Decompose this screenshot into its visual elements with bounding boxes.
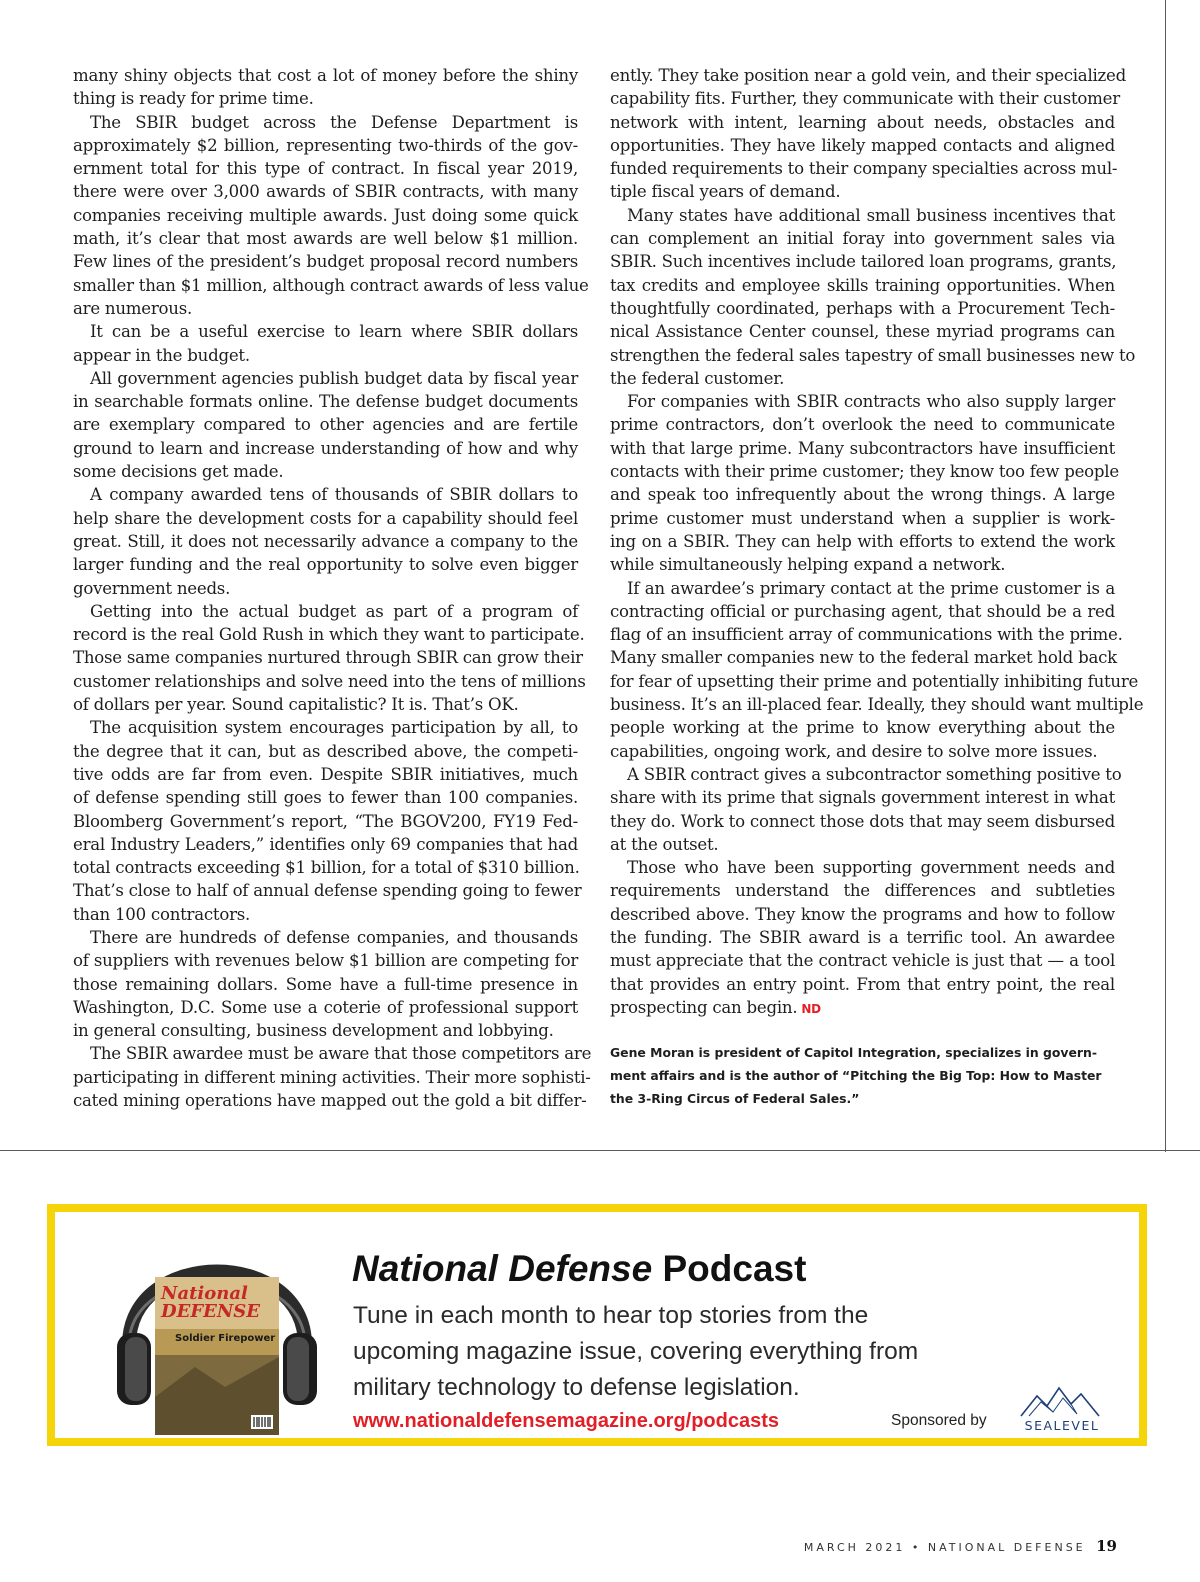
cover-title-1: National [161,1283,248,1304]
line-text: companies receiving multiple awards. Just doing some quick [73,205,578,225]
ad-title [352,1248,806,1290]
line-text: tive odds are far from even. Despite SBIR initiatives, much [73,764,578,784]
body-text-line [610,740,1115,763]
line-text: contracting official or purchasing agent, that should be a red [610,601,1115,621]
body-text-line [73,833,578,856]
article-column-right [610,64,1144,1019]
line-text: in searchable formats online. The defense budget documents [73,392,578,412]
line-text: business. It’s an ill-placed fear. Ideally, they should want multiple [610,695,1144,715]
body-text-line [610,344,1136,367]
line-text: For companies with SBIR contracts who also supply larger [627,392,1115,412]
podcast-advertisement[interactable] [47,1204,1147,1446]
line-text: All government agencies publish budget data by fiscal year [90,368,578,388]
sponsor-name: SEALEVEL [1024,1418,1100,1433]
body-text-line [73,949,578,972]
line-text: appear in the budget. [73,345,250,365]
body-text-line [73,600,578,623]
body-text-line [610,204,1115,227]
body-text-line [610,786,1115,809]
line-text: flag of an insufficient array of communications with the prime. [610,625,1123,645]
end-mark: ND [801,1001,821,1016]
body-text-line [610,973,1115,996]
body-text-line [610,903,1115,926]
article-column-left [73,64,592,1112]
body-text-line [610,390,1115,413]
body-text-line [610,367,1115,390]
body-text-line [610,250,1115,273]
line-text: ently. They take position near a gold vein, and their specialized [610,66,1126,85]
line-text: It can be a useful exercise to learn where SBIR dollars [90,322,578,342]
ad-body [353,1298,1053,1406]
body-text-line [73,973,578,996]
body-text-line [73,1042,592,1065]
body-text-line [73,134,578,157]
body-text-line [73,507,578,530]
body-text-line [610,87,1120,110]
ad-divider-rule [0,1150,1200,1151]
line-text: Those who have been supporting government needs and [627,858,1115,878]
body-text-line [610,926,1115,949]
podcast-url-link[interactable]: www.nationaldefensemagazine.org/podcasts [353,1410,780,1432]
cover-headline: Soldier Firepower [175,1333,276,1344]
body-text-line [73,577,578,600]
line-text: A SBIR contract gives a subcontractor something positive to [627,764,1122,784]
body-text-line [73,763,578,786]
line-text: strengthen the federal sales tapestry of small businesses new to [610,345,1136,365]
line-text: described above. They know the programs and how to follow [610,904,1115,924]
line-text: There are hundreds of defense companies, and thousands [90,927,578,947]
line-text: The acquisition system encourages participation by all, to [90,718,578,738]
body-text-line [610,623,1123,646]
body-text-line [610,111,1115,134]
body-text-line [73,740,578,763]
line-text: eral Industry Leaders,” identifies only 69 companies that had [73,834,578,854]
body-text-line [610,879,1115,902]
line-text: people working at the prime to know everything about the [610,718,1115,738]
line-text: larger funding and the real opportunity to solve even bigger [73,555,578,575]
body-text-line [610,437,1115,460]
body-text-line [73,716,578,739]
line-text: in general consulting, business development and lobbying. [73,1021,554,1041]
page-number: 19 [1096,1537,1117,1555]
body-text-line [73,87,578,110]
ad-title-italic: National Defense [352,1248,653,1289]
body-text-line [73,227,578,250]
body-text-line [610,646,1115,669]
body-text-line [610,460,1119,483]
body-text-line [73,180,578,203]
line-text: The SBIR awardee must be aware that those competitors are [90,1044,592,1064]
ad-body-line: military technology to defense legislation. [353,1374,800,1401]
body-text-line [610,716,1115,739]
line-text: thoughtfully coordinated, perhaps with a Procurement Tech- [610,298,1115,318]
page-gutter-rule [1165,0,1166,1152]
body-text-line [73,111,578,134]
body-text-line [73,204,578,227]
body-text-line [73,646,583,669]
line-text: of defense spending still goes to fewer than 100 companies. [73,788,578,808]
body-text-line [73,879,582,902]
line-text: government needs. [73,578,231,598]
line-text: participating in different mining activities. Their more sophisti- [73,1067,591,1087]
ad-body-line: upcoming magazine issue, covering everything from [353,1338,919,1365]
line-text: the degree that it can, but as described above, the competi- [73,741,578,761]
line-text: of suppliers with revenues below $1 billion are competing for [73,951,578,971]
line-text: thing is ready for prime time. [73,89,314,109]
line-text: customer relationships and solve need into the tens of millions [73,671,586,691]
line-text: the federal customer. [610,368,785,388]
line-text: for fear of upsetting their prime and potentially inhibiting future [610,671,1139,691]
body-text-line [610,949,1115,972]
line-text: must appreciate that the contract vehicle is just that — a tool [610,951,1115,971]
body-text-line [610,227,1115,250]
line-text: The SBIR budget across the Defense Department is [90,112,578,132]
body-text-line [73,856,578,879]
line-text: than 100 contractors. [73,904,251,924]
line-text: cated mining operations have mapped out the gold a bit differ- [73,1091,587,1111]
body-text-line [610,134,1115,157]
line-text: capability fits. Further, they communicate with their customer [610,89,1120,109]
ad-title-rest: Podcast [662,1248,807,1289]
line-text: Few lines of the president’s budget proposal record numbers [73,252,578,272]
line-text: with that large prime. Many subcontractors have insufficient [610,438,1115,458]
line-text: ernment total for this type of contract. In fiscal year 2019, [73,159,578,179]
body-text-line [610,553,1115,576]
headphones-magazine-art [115,1237,320,1437]
line-text: some decisions get made. [73,462,284,482]
body-text-line [73,693,578,716]
line-text: Washington, D.C. Some use a coterie of professional support [73,997,578,1017]
line-text: tiple fiscal years of demand. [610,182,841,202]
line-text: requirements understand the differences and subtleties [610,881,1115,901]
line-text: the funding. The SBIR award is a terrific tool. An awardee [610,927,1115,947]
body-text-line [610,693,1144,716]
body-text-line [610,996,1115,1019]
body-text-line [73,903,578,926]
line-text: Getting into the actual budget as part of a program of [90,601,578,621]
line-text: nical Assistance Center counsel, these myriad programs can [610,322,1115,342]
line-text: contacts with their prime customer; they know too few people [610,462,1119,482]
line-text: Bloomberg Government’s report, “The BGOV200, FY19 Fed- [73,811,578,831]
body-text-line [610,64,1126,87]
body-text-line [73,64,578,87]
line-text: of dollars per year. Sound capitalistic? It is. That’s OK. [73,695,519,715]
body-text-line [610,274,1115,297]
author-bio [610,1041,1130,1110]
body-text-line [610,670,1139,693]
body-text-line [73,274,589,297]
body-text-line [610,530,1115,553]
line-text: and speak too infrequently about the wrong things. A large [610,485,1115,505]
line-text: Those same companies nurtured through SBIR can grow their [73,648,583,668]
line-text: those remaining dollars. Some have a full-time presence in [73,974,578,994]
line-text: smaller than $1 million, although contract awards of less value [73,275,589,295]
line-text: at the outset. [610,834,719,854]
sealevel-logo-icon [1007,1384,1117,1434]
body-text-line [73,390,578,413]
line-text: there were over 3,000 awards of SBIR contracts, with many [73,182,578,202]
body-text-line [610,483,1115,506]
line-text: capabilities, ongoing work, and desire to solve more issues. [610,741,1098,761]
line-text: math, it’s clear that most awards are well below $1 million. [73,229,578,249]
line-text: approximately $2 billion, representing two-thirds of the gov- [73,135,578,155]
line-text: help share the development costs for a capability should feel [73,508,578,528]
line-text: prime contractors, don’t overlook the need to communicate [610,415,1115,435]
line-text: record is the real Gold Rush in which they want to participate. [73,625,585,645]
line-text: are numerous. [73,298,192,318]
folio-text: MARCH 2021 • NATIONAL DEFENSE [803,1541,1086,1554]
body-text-line [73,413,578,436]
body-text-line [73,437,578,460]
body-text-line [73,460,578,483]
body-text-line [73,297,578,320]
bio-line: the 3-Ring Circus of Federal Sales.” [610,1091,860,1106]
body-text-line [73,344,578,367]
body-text-line [73,996,578,1019]
body-text-line [610,577,1115,600]
line-text: ground to learn and increase understanding of how and why [73,438,578,458]
line-text: prospecting can begin. [610,997,798,1017]
body-text-line [73,670,586,693]
line-text: A company awarded tens of thousands of SBIR dollars to [90,485,578,505]
bio-line: ment affairs and is the author of “Pitching the Big Top: How to Master [610,1068,1102,1083]
line-text: prime customer must understand when a supplier is work- [610,508,1115,528]
bio-line: Gene Moran is president of Capitol Integration, specializes in govern- [610,1045,1097,1060]
line-text: they do. Work to connect those dots that may seem disbursed [610,811,1115,831]
line-text: that provides an entry point. From that entry point, the real [610,974,1115,994]
line-text: funded requirements to their company specialties across mul- [610,159,1118,179]
body-text-line [73,367,578,390]
body-text-line [610,157,1118,180]
body-text-line [610,180,1115,203]
body-text-line [610,320,1115,343]
body-text-line [610,600,1115,623]
line-text: great. Still, it does not necessarily advance a company to the [73,531,578,551]
line-text: share with its prime that signals government interest in what [610,788,1115,808]
cover-title-2: DEFENSE [161,1301,260,1322]
line-text: Many smaller companies new to the federal market hold back [610,648,1117,668]
body-text-line [73,1019,578,1042]
body-text-line [73,623,585,646]
line-text: tax credits and employee skills training opportunities. When [610,275,1115,295]
body-text-line [73,1089,587,1112]
line-text: many shiny objects that cost a lot of money before the shiny [73,66,578,85]
line-text: total contracts exceeding $1 billion, for a total of $310 billion. [73,858,580,878]
body-text-line [73,530,578,553]
body-text-line [73,320,578,343]
body-text-line [73,553,578,576]
body-text-line [610,297,1115,320]
line-text: Many states have additional small business incentives that [627,205,1115,225]
body-text-line [610,833,1115,856]
body-text-line [610,763,1122,786]
body-text-line [73,157,578,180]
line-text: while simultaneously helping expand a network. [610,555,1006,575]
body-text-line [73,810,578,833]
line-text: opportunities. They have likely mapped contacts and aligned [610,135,1115,155]
body-text-line [610,810,1115,833]
body-text-line [610,507,1115,530]
body-text-line [73,1066,591,1089]
line-text: ing on a SBIR. They can help with efforts to extend the work [610,531,1115,551]
line-text: SBIR. Such incentives include tailored loan programs, grants, [610,252,1117,272]
body-text-line [73,483,578,506]
body-text-line [73,786,578,809]
body-text-line [73,250,578,273]
line-text: can complement an initial foray into government sales via [610,229,1115,249]
body-text-line [610,856,1115,879]
page-footer [804,1537,1117,1555]
line-text: are exemplary compared to other agencies and are fertile [73,415,578,435]
sponsor-label: Sponsored by [891,1412,987,1429]
line-text: If an awardee’s primary contact at the prime customer is a [627,578,1115,598]
body-text-line [610,413,1115,436]
line-text: That’s close to half of annual defense spending going to fewer [73,881,582,901]
ad-body-line: Tune in each month to hear top stories from the [353,1302,869,1329]
line-text: network with intent, learning about needs, obstacles and [610,112,1115,132]
body-text-line [73,926,578,949]
